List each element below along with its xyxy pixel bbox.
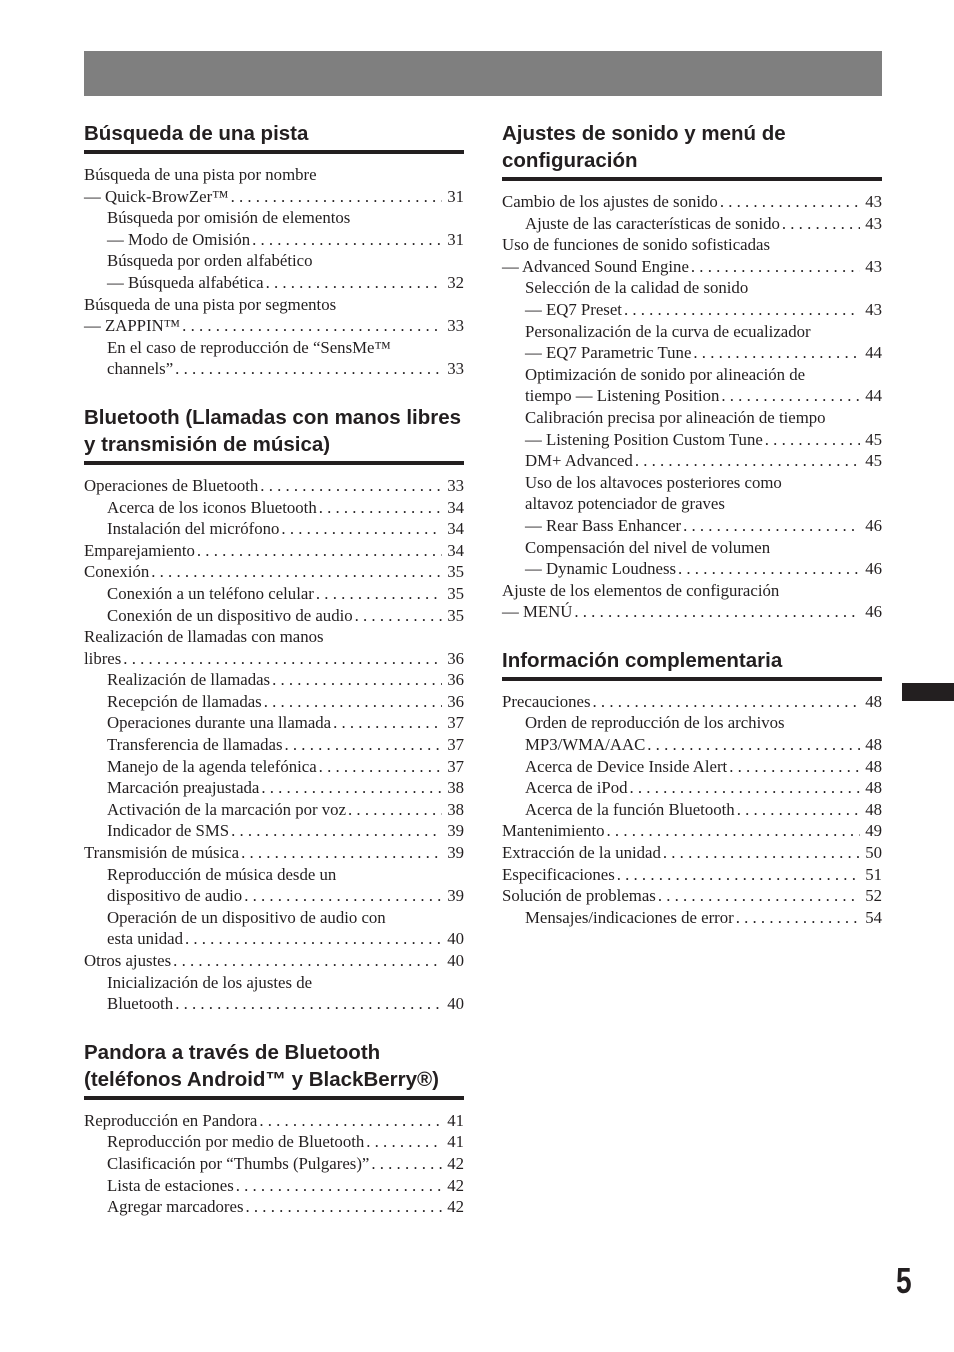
toc-entry-text: Optimización de sonido por alineación de — [525, 364, 806, 384]
toc-entry[interactable] — [84, 1153, 464, 1175]
toc-entry-text: Uso de funciones de sonido sofisticadas — [502, 235, 770, 255]
toc-leader-dots — [729, 756, 860, 778]
toc-leader-dots — [635, 450, 860, 472]
toc-page-number: 43 — [865, 192, 882, 211]
toc-entry[interactable] — [502, 842, 882, 864]
toc-entry-text: Selección de la calidad de sonido — [525, 278, 749, 298]
toc-entry[interactable] — [84, 777, 464, 799]
toc-entry-text: Operación de un dispositivo de audio con — [107, 907, 386, 927]
toc-entry[interactable] — [502, 213, 882, 235]
toc-page-number: 48 — [865, 799, 882, 819]
toc-leader-dots — [721, 385, 860, 407]
toc-page-number: 52 — [865, 886, 882, 906]
toc-entry-text: Acerca de los iconos Bluetooth — [107, 497, 317, 517]
toc-page-number: 45 — [865, 429, 882, 449]
toc-entry-text: Transferencia de llamadas — [107, 735, 283, 755]
toc-entry[interactable] — [84, 1175, 464, 1197]
toc-entry[interactable] — [84, 518, 464, 540]
toc-page-number: 35 — [447, 562, 464, 582]
toc-leader-dots — [593, 691, 860, 713]
toc-leader-dots — [720, 191, 860, 213]
toc-entry[interactable] — [84, 540, 464, 562]
toc-list — [502, 691, 882, 929]
toc-list — [84, 1110, 464, 1218]
toc-entry[interactable] — [84, 691, 464, 713]
toc-page-number: 43 — [865, 299, 882, 319]
toc-entry-text: Ajuste de los elementos de configuración — [502, 580, 780, 600]
toc-page-number: 37 — [447, 735, 464, 755]
right-column — [502, 120, 882, 952]
toc-page-number: 46 — [865, 602, 882, 622]
toc-leader-dots — [175, 993, 442, 1015]
toc-leader-dots — [355, 605, 442, 627]
section-title: Ajustes de sonido y menú de configuración — [502, 122, 786, 172]
toc-leader-dots — [691, 256, 860, 278]
toc-entry-text: Emparejamiento — [84, 540, 195, 560]
toc-leader-dots — [658, 885, 860, 907]
toc-entry[interactable] — [84, 250, 464, 272]
toc-list — [502, 191, 882, 623]
toc-entry-text: Acerca de iPod — [525, 778, 628, 798]
toc-entry-text: altavoz potenciador de graves — [525, 494, 725, 514]
toc-page-number: 41 — [447, 1132, 464, 1152]
toc-page-number: 50 — [865, 843, 882, 863]
toc-page-number: 35 — [447, 583, 464, 603]
toc-entry-text: Transmisión de música — [84, 843, 240, 863]
toc-entry[interactable] — [502, 472, 882, 494]
toc-entry[interactable] — [84, 907, 464, 929]
toc-entry-text: En el caso de reproducción de “SensMe™ — [107, 337, 391, 357]
toc-entry[interactable] — [84, 315, 464, 337]
toc-entry-text: Cambio de los ajustes de sonido — [502, 192, 718, 211]
section-title: Búsqueda de una pista — [84, 122, 309, 145]
toc-section — [502, 120, 882, 623]
toc-entry-text: Agregar marcadores — [107, 1197, 244, 1217]
toc-entry-text: Clasificación por “Thumbs (Pulgares)” — [107, 1153, 370, 1173]
toc-entry[interactable] — [502, 712, 882, 734]
toc-entry-text: Conexión — [84, 562, 150, 582]
toc-entry[interactable] — [84, 972, 464, 994]
toc-entry-text: Instalación del micrófono — [107, 519, 280, 539]
toc-entry[interactable] — [84, 993, 464, 1015]
toc-list — [84, 475, 464, 1015]
toc-page-number: 31 — [447, 186, 464, 206]
toc-entry-text: Compensación del nivel de volumen — [525, 537, 771, 557]
toc-leader-dots — [736, 907, 860, 929]
toc-entry-text: Bluetooth — [107, 994, 174, 1014]
toc-entry-text: Precauciones — [502, 691, 591, 711]
toc-entry[interactable] — [84, 799, 464, 821]
toc-entry[interactable] — [84, 605, 464, 627]
toc-page-number: 31 — [447, 229, 464, 249]
toc-leader-dots — [371, 1153, 442, 1175]
toc-page-number: 33 — [447, 316, 464, 336]
toc-entry[interactable] — [502, 691, 882, 713]
toc-leader-dots — [264, 691, 442, 713]
toc-page-number: 36 — [447, 648, 464, 668]
toc-entry-text: Conexión a un teléfono celular — [107, 583, 314, 603]
toc-entry[interactable] — [84, 864, 464, 886]
toc-entry[interactable] — [502, 864, 882, 886]
toc-leader-dots — [185, 928, 442, 950]
toc-entry-text: esta unidad — [107, 929, 183, 949]
toc-page-number: 37 — [447, 756, 464, 776]
toc-leader-dots — [241, 842, 442, 864]
toc-page-number: 44 — [865, 343, 882, 363]
toc-entry[interactable] — [502, 493, 882, 515]
toc-entry-text: channels” — [107, 359, 174, 379]
toc-page-number: 41 — [447, 1110, 464, 1130]
toc-leader-dots — [316, 583, 442, 605]
toc-entry-text: Recepción de llamadas — [107, 691, 262, 711]
toc-page-number: 48 — [865, 778, 882, 798]
toc-entry[interactable] — [502, 299, 882, 321]
section-title: Información complementaria — [502, 648, 783, 672]
toc-leader-dots — [678, 558, 860, 580]
toc-entry[interactable] — [502, 601, 882, 623]
toc-entry-text: tiempo — Listening Position — [525, 386, 720, 406]
toc-leader-dots — [246, 1196, 442, 1218]
toc-entry-text: Indicador de SMS — [107, 821, 230, 841]
toc-leader-dots — [259, 1110, 442, 1132]
toc-entry[interactable] — [502, 580, 882, 602]
toc-section — [84, 120, 464, 380]
toc-page-number: 43 — [865, 213, 882, 233]
toc-entry-text: Reproducción por medio de Bluetooth — [107, 1132, 365, 1152]
toc-entry-text: — Quick-BrowZer™ — [84, 186, 229, 206]
toc-entry[interactable] — [84, 229, 464, 251]
toc-list — [84, 164, 464, 380]
toc-entry-text: Marcación preajustada — [107, 778, 260, 798]
toc-entry[interactable] — [84, 1131, 464, 1153]
header-bar — [84, 51, 882, 96]
toc-leader-dots — [182, 315, 442, 337]
toc-entry[interactable] — [502, 385, 882, 407]
left-column — [84, 120, 464, 1242]
toc-page-number: 39 — [447, 821, 464, 841]
toc-entry-text: Acerca de la función Bluetooth — [525, 799, 735, 819]
toc-entry[interactable] — [84, 186, 464, 208]
toc-entry[interactable] — [84, 207, 464, 229]
toc-leader-dots — [737, 799, 860, 821]
toc-page-number: 54 — [865, 907, 882, 927]
toc-leader-dots — [231, 820, 442, 842]
toc-entry-text: Extracción de la unidad — [502, 843, 661, 863]
section-rule — [502, 177, 882, 181]
toc-entry-text: — Advanced Sound Engine — [502, 256, 689, 276]
toc-section — [84, 404, 464, 1015]
toc-entry-text: — Dynamic Loudness — [525, 559, 677, 579]
toc-entry-text: Activación de la marcación por voz — [107, 799, 347, 819]
toc-entry[interactable] — [84, 561, 464, 583]
section-rule — [84, 150, 464, 154]
toc-entry-text: Acerca de Device Inside Alert — [525, 756, 728, 776]
toc-entry-text: Mensajes/indicaciones de error — [525, 907, 734, 927]
toc-leader-dots — [782, 213, 860, 235]
toc-leader-dots — [236, 1175, 442, 1197]
toc-entry-text: Uso de los altavoces posteriores como — [525, 472, 782, 492]
toc-page-number: 38 — [447, 799, 464, 819]
toc-leader-dots — [319, 756, 442, 778]
section-title: Pandora a través de Bluetooth (teléfonos Android™ y BlackBerry®) — [84, 1040, 439, 1091]
toc-leader-dots — [173, 950, 442, 972]
toc-entry-text: dispositivo de audio — [107, 886, 243, 906]
toc-entry[interactable] — [84, 669, 464, 691]
toc-leader-dots — [151, 561, 442, 583]
toc-entry[interactable] — [502, 558, 882, 580]
toc-entry-text: Búsqueda de una pista por segmentos — [84, 294, 337, 314]
toc-page-number: 33 — [447, 475, 464, 495]
toc-entry-text: Reproducción de música desde un — [107, 864, 337, 884]
toc-page-number: 42 — [447, 1175, 464, 1195]
toc-entry-text: — EQ7 Parametric Tune — [525, 343, 692, 363]
toc-entry[interactable] — [502, 820, 882, 842]
toc-page-number: 49 — [865, 821, 882, 841]
toc-entry[interactable] — [84, 842, 464, 864]
toc-entry[interactable] — [84, 475, 464, 497]
toc-entry-text: — EQ7 Preset — [525, 299, 622, 319]
toc-entry-text: Operaciones durante una llamada — [107, 713, 332, 733]
toc-page-number: 39 — [447, 886, 464, 906]
toc-leader-dots — [231, 186, 442, 208]
toc-entry-text: Personalización de la curva de ecualizador — [525, 321, 811, 341]
toc-entry-text: Ajuste de las características de sonido — [525, 213, 780, 233]
toc-entry[interactable] — [84, 1110, 464, 1132]
toc-leader-dots — [663, 842, 860, 864]
toc-entry-text: Calibración precisa por alineación de tiempo — [525, 407, 826, 427]
toc-entry-text: Conexión de un dispositivo de audio — [107, 605, 353, 625]
toc-entry[interactable] — [84, 820, 464, 842]
toc-leader-dots — [266, 272, 442, 294]
toc-entry-text: Reproducción en Pandora — [84, 1110, 258, 1130]
toc-entry-text: — MENÚ — [502, 602, 573, 622]
toc-leader-dots — [260, 475, 442, 497]
toc-leader-dots — [244, 885, 442, 907]
toc-entry[interactable] — [502, 450, 882, 472]
toc-leader-dots — [197, 540, 442, 562]
toc-page-number: 35 — [447, 605, 464, 625]
toc-leader-dots — [624, 299, 860, 321]
toc-entry[interactable] — [502, 429, 882, 451]
toc-page-number: 51 — [865, 864, 882, 884]
toc-entry-text: Búsqueda por orden alfabético — [107, 251, 313, 271]
toc-entry[interactable] — [502, 256, 882, 278]
toc-entry-text: Operaciones de Bluetooth — [84, 475, 259, 495]
toc-page-number: 39 — [447, 843, 464, 863]
toc-entry-text: Búsqueda por omisión de elementos — [107, 208, 351, 228]
toc-entry[interactable] — [502, 321, 882, 343]
toc-leader-dots — [261, 777, 442, 799]
toc-entry-text: Solución de problemas — [502, 886, 656, 906]
toc-leader-dots — [281, 518, 442, 540]
toc-entry[interactable] — [502, 277, 882, 299]
toc-entry-text: — Rear Bass Enhancer — [525, 515, 682, 535]
toc-leader-dots — [607, 820, 860, 842]
toc-leader-dots — [272, 669, 442, 691]
toc-leader-dots — [574, 601, 860, 623]
section-title: Bluetooth (Llamadas con manos libres y transmisión de música) — [84, 405, 462, 456]
toc-leader-dots — [333, 712, 442, 734]
toc-entry-text: Mantenimiento — [502, 821, 605, 841]
toc-entry-text: — Búsqueda alfabética — [107, 272, 264, 292]
toc-entry-text: Realización de llamadas — [107, 670, 271, 690]
toc-page-number: 33 — [447, 359, 464, 379]
toc-page-number: 40 — [447, 994, 464, 1014]
toc-entry[interactable] — [502, 756, 882, 778]
toc-entry[interactable] — [84, 950, 464, 972]
toc-page-number: 37 — [447, 713, 464, 733]
toc-entry-text: — Listening Position Custom Tune — [525, 429, 763, 449]
toc-entry[interactable] — [502, 407, 882, 429]
section-rule — [84, 1096, 464, 1100]
toc-entry[interactable] — [84, 734, 464, 756]
toc-page-number: 45 — [865, 451, 882, 471]
toc-entry-text: Orden de reproducción de los archivos — [525, 713, 785, 733]
toc-entry[interactable] — [84, 583, 464, 605]
toc-page-number: 34 — [447, 540, 464, 560]
toc-entry-text: — ZAPPIN™ — [84, 316, 181, 336]
toc-entry[interactable] — [84, 756, 464, 778]
toc-entry[interactable] — [84, 164, 464, 186]
toc-entry[interactable] — [84, 885, 464, 907]
toc-leader-dots — [683, 515, 860, 537]
toc-page-number: 32 — [447, 272, 464, 292]
toc-section — [84, 1039, 464, 1218]
toc-page-number: 34 — [447, 519, 464, 539]
toc-leader-dots — [252, 229, 442, 251]
toc-entry-text: Otros ajustes — [84, 951, 172, 970]
section-rule — [84, 461, 464, 465]
toc-entry[interactable] — [84, 1196, 464, 1218]
toc-page-number: 48 — [865, 691, 882, 711]
toc-page-number: 36 — [447, 691, 464, 711]
toc-leader-dots — [348, 799, 442, 821]
toc-entry[interactable] — [84, 358, 464, 380]
toc-entry-text: DM+ Advanced — [525, 451, 633, 471]
section-rule — [502, 677, 882, 681]
toc-entry[interactable] — [502, 734, 882, 756]
toc-entry[interactable] — [84, 928, 464, 950]
toc-entry[interactable] — [502, 885, 882, 907]
toc-entry[interactable] — [84, 626, 464, 648]
toc-leader-dots — [123, 648, 442, 670]
page-number: 5 — [896, 1260, 911, 1301]
toc-leader-dots — [175, 358, 442, 380]
toc-leader-dots — [693, 342, 860, 364]
toc-leader-dots — [319, 497, 442, 519]
toc-page-number: 46 — [865, 559, 882, 579]
toc-entry[interactable] — [502, 364, 882, 386]
side-tab-marker — [902, 683, 954, 701]
toc-entry[interactable] — [84, 294, 464, 316]
toc-entry-text: Realización de llamadas con manos — [84, 627, 324, 647]
toc-entry[interactable] — [84, 497, 464, 519]
toc-leader-dots — [617, 864, 860, 886]
toc-leader-dots — [765, 429, 860, 451]
toc-entry[interactable] — [502, 342, 882, 364]
toc-entry[interactable] — [84, 648, 464, 670]
toc-page-number: 40 — [447, 951, 464, 970]
toc-page-number: 42 — [447, 1197, 464, 1217]
toc-entry-text: Inicialización de los ajustes de — [107, 972, 313, 992]
toc-entry[interactable] — [84, 712, 464, 734]
toc-section — [502, 647, 882, 929]
toc-entry-text: libres — [84, 648, 122, 668]
toc-leader-dots — [285, 734, 442, 756]
toc-entry[interactable] — [502, 799, 882, 821]
toc-leader-dots — [647, 734, 860, 756]
toc-page-number: 42 — [447, 1153, 464, 1173]
toc-page-number: 40 — [447, 929, 464, 949]
toc-entry[interactable] — [502, 191, 882, 213]
toc-entry[interactable] — [502, 537, 882, 559]
toc-entry[interactable] — [502, 777, 882, 799]
toc-page-number: 34 — [447, 497, 464, 517]
toc-entry[interactable] — [502, 907, 882, 929]
toc-page-number: 48 — [865, 756, 882, 776]
toc-page-number: 48 — [865, 735, 882, 755]
toc-page-number: 43 — [865, 256, 882, 276]
toc-entry-text: Búsqueda de una pista por nombre — [84, 165, 317, 184]
toc-entry-text: MP3/WMA/AAC — [525, 735, 646, 755]
toc-entry[interactable] — [84, 337, 464, 359]
toc-entry[interactable] — [502, 234, 882, 256]
toc-entry-text: Lista de estaciones — [107, 1175, 234, 1195]
toc-entry[interactable] — [502, 515, 882, 537]
toc-entry-text: Manejo de la agenda telefónica — [107, 756, 317, 776]
toc-page-number: 44 — [865, 386, 882, 406]
toc-page-number: 36 — [447, 670, 464, 690]
toc-page-number: 46 — [865, 515, 882, 535]
toc-leader-dots — [630, 777, 860, 799]
toc-entry[interactable] — [84, 272, 464, 294]
toc-entry-text: Especificaciones — [502, 864, 615, 884]
toc-leader-dots — [366, 1131, 442, 1153]
toc-page-number: 38 — [447, 778, 464, 798]
toc-entry-text: — Modo de Omisión — [107, 229, 251, 249]
